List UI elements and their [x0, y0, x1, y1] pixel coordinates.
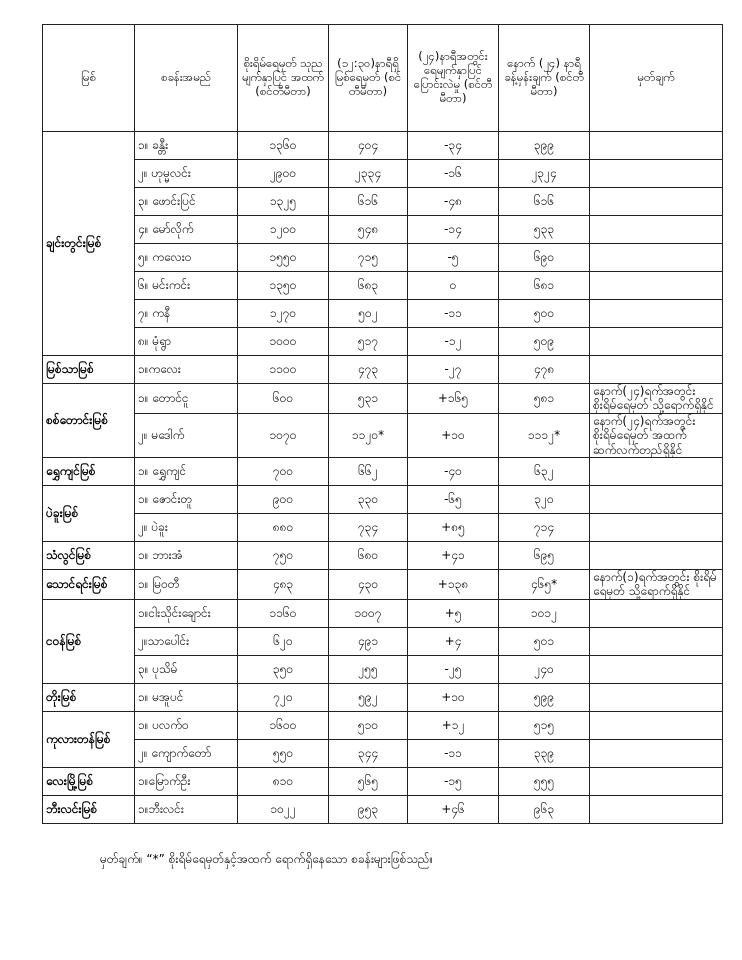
remark-cell — [590, 272, 723, 300]
change-cell: +၄၆ — [408, 795, 499, 823]
remark-cell — [590, 767, 723, 795]
header-remarks: မှတ်ချက် — [590, 25, 723, 132]
river-name: လေးမြို့မြစ် — [43, 767, 135, 795]
forecast-cell: ၅၀၉ — [499, 328, 590, 356]
remark-cell — [590, 655, 723, 683]
change-cell: -၁၂ — [408, 328, 499, 356]
table-row — [43, 739, 723, 767]
remark-cell — [590, 160, 723, 188]
forecast-cell: ၂၃၂၄ — [499, 160, 590, 188]
danger-level-cell: ၁၁၆၀ — [238, 599, 329, 627]
header-row — [43, 25, 723, 132]
danger-level-cell: ၁၃၆၀ — [238, 132, 329, 160]
forecast-cell: ၉၆၃ — [499, 795, 590, 823]
header-river: မြစ် — [43, 25, 135, 132]
table-row — [43, 711, 723, 739]
header-change: (၂၄)နာရီအတွင်း ရေမျက်နှာပြင် ပြောင်းလဲမှု (စင်တီမီတာ) — [408, 25, 499, 132]
danger-level-cell: ၁၀၇၀ — [238, 413, 329, 457]
table-row — [43, 132, 723, 160]
station-name: ၁။ တောင်ငူ — [135, 384, 238, 414]
station-name: ၁။မြောက်ဦး — [135, 767, 238, 795]
river-name: ချင်းတွင်းမြစ် — [43, 132, 135, 356]
station-name: ၂။ ကျောက်တော် — [135, 739, 238, 767]
current-level-cell: ၆၈၀ — [329, 541, 408, 569]
remark-cell — [590, 300, 723, 328]
station-name: ၁။ငါးသိုင်းချောင်း — [135, 599, 238, 627]
danger-level-cell: ၁၀၀၀ — [238, 328, 329, 356]
remark-cell — [590, 627, 723, 655]
change-cell: ၀ — [408, 272, 499, 300]
remark-cell — [590, 795, 723, 823]
current-level-cell: ၁၁၂၀* — [329, 413, 408, 457]
change-cell: +၁၀ — [408, 683, 499, 711]
station-name: ၁။ကလေး — [135, 356, 238, 384]
remark-cell — [590, 244, 723, 272]
remark-cell: နောက်(၁)ရက်အတွင်း စိုးရိမ်ရေမှတ် သို့ရောက်ရှိနိုင် — [590, 569, 723, 599]
forecast-cell: ၅၁၅ — [499, 711, 590, 739]
table-row — [43, 160, 723, 188]
change-cell: -၁၁ — [408, 739, 499, 767]
danger-level-cell: ၃၅၀ — [238, 655, 329, 683]
change-cell: -၂၅ — [408, 655, 499, 683]
river-name: ကုလားတန်မြစ် — [43, 711, 135, 767]
table-row — [43, 513, 723, 541]
current-level-cell: ၅၁၇ — [329, 328, 408, 356]
danger-level-cell: ၂၉၀၀ — [238, 160, 329, 188]
remark-cell: နောက်(၂၄)ရက်အတွင်း စိုးရိမ်ရေမှတ် သို့ရောက်ရှိနိုင် — [590, 384, 723, 414]
river-name: တိုးမြစ် — [43, 683, 135, 711]
forecast-cell: ၅၀၁ — [499, 627, 590, 655]
table-row — [43, 244, 723, 272]
current-level-cell: ၆၆၂ — [329, 457, 408, 485]
table-row — [43, 272, 723, 300]
current-level-cell: ၆၁၆ — [329, 188, 408, 216]
station-name: ၁။ မြဝတီ — [135, 569, 238, 599]
river-name: သံလွင်မြစ် — [43, 541, 135, 569]
change-cell: +၄၁ — [408, 541, 499, 569]
change-cell: +၁၆၅ — [408, 384, 499, 414]
station-name: ၃။ ပုသိမ် — [135, 655, 238, 683]
change-cell: +၈၅ — [408, 513, 499, 541]
station-name: ၁။ မအူပင် — [135, 683, 238, 711]
danger-level-cell: ၁၀၂၂ — [238, 795, 329, 823]
forecast-cell: ၄၆၅* — [499, 569, 590, 599]
station-name: ၃။ ဖောင်းပြင် — [135, 188, 238, 216]
forecast-cell: ၅၈၁ — [499, 384, 590, 414]
river-name: ပဲခူးမြစ် — [43, 485, 135, 541]
danger-level-cell: ၁၂၀၀ — [238, 216, 329, 244]
remark-cell — [590, 328, 723, 356]
table-row — [43, 188, 723, 216]
change-cell: +၁၀ — [408, 413, 499, 457]
river-name: ရွှေကျင်မြစ် — [43, 457, 135, 485]
table-row — [43, 655, 723, 683]
table-row — [43, 413, 723, 457]
river-name: သောင်ရင်းမြစ် — [43, 569, 135, 599]
table-row — [43, 599, 723, 627]
forecast-cell: ၆၉၀ — [499, 244, 590, 272]
current-level-cell: ၅၉၂ — [329, 683, 408, 711]
forecast-cell: ၆၃၂ — [499, 457, 590, 485]
change-cell: -၅ — [408, 244, 499, 272]
change-cell: -၄၈ — [408, 188, 499, 216]
current-level-cell: ၅၁၀ — [329, 711, 408, 739]
remark-cell — [590, 541, 723, 569]
footnote: မှတ်ချက်။ “*” စိုးရိမ်ရေမှတ်နှင့်အထက် ရောက်ရှိနေသော စခန်းများဖြစ်သည်။ — [100, 852, 434, 866]
table-row — [43, 485, 723, 513]
danger-level-cell: ၇၅၀ — [238, 541, 329, 569]
current-level-cell: ၄၃၀ — [329, 569, 408, 599]
change-cell: -၄၀ — [408, 457, 499, 485]
forecast-cell: ၇၁၄ — [499, 513, 590, 541]
forecast-cell: ၅၅၅ — [499, 767, 590, 795]
station-name: ၂။သာပေါင်း — [135, 627, 238, 655]
station-name: ၇။ ကနီ — [135, 300, 238, 328]
current-level-cell: ၃၃၀ — [329, 485, 408, 513]
river-name: ဘီးလင်းမြစ် — [43, 795, 135, 823]
change-cell: -၁၄ — [408, 216, 499, 244]
header-station: စခန်းအမည် — [135, 25, 238, 132]
station-name: ၁။ ခန္တီး — [135, 132, 238, 160]
header-current-level: (၁၂:၃၀)နာရီရှိ မြစ်ရေမှတ် (စင်တီမီတာ) — [329, 25, 408, 132]
remark-cell: နောက်(၂၄)ရက်အတွင်း စိုးရိမ်ရေမှတ် အထက် ဆက်လက်တည်ရှိနိုင် — [590, 413, 723, 457]
remark-cell — [590, 513, 723, 541]
current-level-cell: ၉၅၃ — [329, 795, 408, 823]
table-row — [43, 767, 723, 795]
change-cell: -၂၇ — [408, 356, 499, 384]
table-row — [43, 216, 723, 244]
current-level-cell: ၃၄၄ — [329, 739, 408, 767]
change-cell: -၁၆ — [408, 160, 499, 188]
forecast-cell: ၆၈၁ — [499, 272, 590, 300]
station-name: ၆။ မင်းကင်း — [135, 272, 238, 300]
forecast-cell: ၅၀၀ — [499, 300, 590, 328]
danger-level-cell: ၁၆၀၀ — [238, 711, 329, 739]
river-name: ငဝန်မြစ် — [43, 599, 135, 683]
current-level-cell: ၆၈၃ — [329, 272, 408, 300]
station-name: ၁။ ပလက်ဝ — [135, 711, 238, 739]
table-row — [43, 795, 723, 823]
station-name: ၁။ ရွှေကျင် — [135, 457, 238, 485]
change-cell: +၁၃၈ — [408, 569, 499, 599]
forecast-cell: ၅၉၉ — [499, 683, 590, 711]
station-name: ၂။ မဒေါက် — [135, 413, 238, 457]
remark-cell — [590, 711, 723, 739]
forecast-cell: ၁၀၁၂ — [499, 599, 590, 627]
station-name: ၂။ ဟုမ္မလင်း — [135, 160, 238, 188]
station-name: ၄။ မော်လိုက် — [135, 216, 238, 244]
change-cell: -၁၁ — [408, 300, 499, 328]
danger-level-cell: ၅၅၀ — [238, 739, 329, 767]
danger-level-cell: ၄၈၃ — [238, 569, 329, 599]
remark-cell — [590, 683, 723, 711]
change-cell: +၅ — [408, 599, 499, 627]
table-row — [43, 569, 723, 599]
table-row — [43, 627, 723, 655]
change-cell: +၁၂ — [408, 711, 499, 739]
table-row — [43, 384, 723, 414]
remark-cell — [590, 457, 723, 485]
remark-cell — [590, 485, 723, 513]
remark-cell — [590, 132, 723, 160]
current-level-cell: ၅၃၁ — [329, 384, 408, 414]
current-level-cell: ၄၀၄ — [329, 132, 408, 160]
river-name: စစ်တောင်းမြစ် — [43, 384, 135, 458]
table-body — [43, 132, 723, 824]
remark-cell — [590, 599, 723, 627]
station-name: ၈။ မုံရွာ — [135, 328, 238, 356]
forecast-cell: ၆၁၆ — [499, 188, 590, 216]
danger-level-cell: ၁၃၂၅ — [238, 188, 329, 216]
remark-cell — [590, 216, 723, 244]
station-name: ၁။ ဇောင်းတူ — [135, 485, 238, 513]
current-level-cell: ၂၅၅ — [329, 655, 408, 683]
change-cell: -၆၅ — [408, 485, 499, 513]
table-row — [43, 683, 723, 711]
current-level-cell: ၄၇၃ — [329, 356, 408, 384]
current-level-cell: ၅၆၅ — [329, 767, 408, 795]
remark-cell — [590, 356, 723, 384]
current-level-cell: ၅၀၂ — [329, 300, 408, 328]
remark-cell — [590, 188, 723, 216]
current-level-cell: ၅၄၈ — [329, 216, 408, 244]
current-level-cell: ၇၁၅ — [329, 244, 408, 272]
danger-level-cell: ၆၀၀ — [238, 384, 329, 414]
change-cell: -၃၄ — [408, 132, 499, 160]
forecast-cell: ၁၁၁၂* — [499, 413, 590, 457]
change-cell: +၄ — [408, 627, 499, 655]
river-level-table — [42, 24, 723, 824]
station-name: ၁။ ဘားအံ — [135, 541, 238, 569]
table-row — [43, 356, 723, 384]
remark-cell — [590, 739, 723, 767]
forecast-cell: ၃၉၉ — [499, 132, 590, 160]
danger-level-cell: ၁၅၅၀ — [238, 244, 329, 272]
header-forecast: နောက် (၂၄) နာရီ ခန့်မှန်းချက် (စင်တီမီတာ) — [499, 25, 590, 132]
danger-level-cell: ၁၁၀၀ — [238, 356, 329, 384]
forecast-cell: ၃၂၀ — [499, 485, 590, 513]
danger-level-cell: ၈၈၀ — [238, 513, 329, 541]
current-level-cell: ၂၃၃၄ — [329, 160, 408, 188]
change-cell: -၁၅ — [408, 767, 499, 795]
forecast-cell: ၄၇၈ — [499, 356, 590, 384]
current-level-cell: ၁၀၀၇ — [329, 599, 408, 627]
danger-level-cell: ၇၀၀ — [238, 457, 329, 485]
danger-level-cell: ၁၃၅၀ — [238, 272, 329, 300]
station-name: ၅။ ကလေးဝ — [135, 244, 238, 272]
danger-level-cell: ၈၁၀ — [238, 767, 329, 795]
danger-level-cell: ၁၂၇၀ — [238, 300, 329, 328]
table-row — [43, 541, 723, 569]
forecast-cell: ၆၉၅ — [499, 541, 590, 569]
danger-level-cell: ၆၂၀ — [238, 627, 329, 655]
forecast-cell: ၅၃၃ — [499, 216, 590, 244]
danger-level-cell: ၉၀၀ — [238, 485, 329, 513]
station-name: ၂။ ပဲခူး — [135, 513, 238, 541]
current-level-cell: ၄၉၁ — [329, 627, 408, 655]
danger-level-cell: ၇၂၀ — [238, 683, 329, 711]
river-name: မြစ်သာမြစ် — [43, 356, 135, 384]
table-row — [43, 457, 723, 485]
table-row — [43, 300, 723, 328]
header-danger-level: စိုးရိမ်ရေမှတ် သုညမျက်နှာပြင် အထက် (စင်တီမီတာ) — [238, 25, 329, 132]
station-name: ၁။ဘီးလင်း — [135, 795, 238, 823]
current-level-cell: ၇၃၄ — [329, 513, 408, 541]
forecast-cell: ၂၄၀ — [499, 655, 590, 683]
table-row — [43, 328, 723, 356]
forecast-cell: ၃၃၉ — [499, 739, 590, 767]
